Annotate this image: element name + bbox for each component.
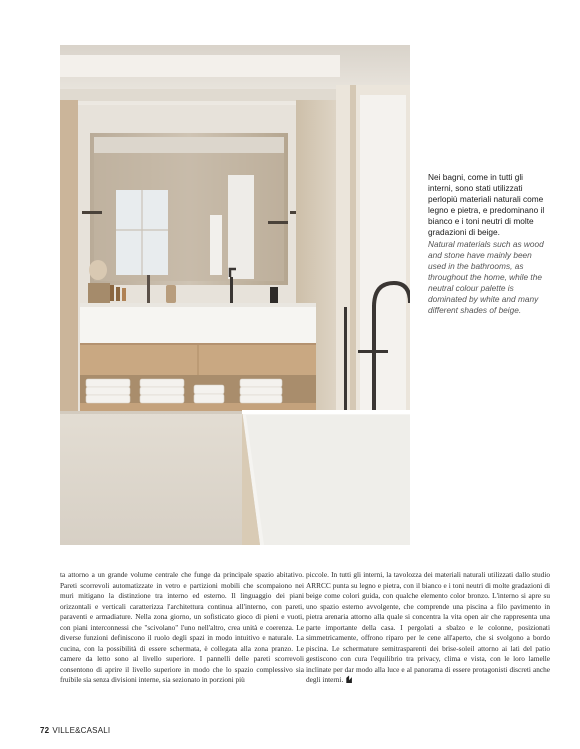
magazine-name: VILLE&CASALI xyxy=(52,726,111,735)
bathroom-photo xyxy=(60,45,410,545)
page-number: 72 xyxy=(40,726,50,735)
body-column-right xyxy=(306,570,550,686)
caption-italian: Nei bagni, come in tutti gli interni, sono stati utilizzati perlopiù materiali naturali come legno e pietra, e predominano il bianco e i toni neutri di molte gradazioni di beige. xyxy=(428,172,545,238)
body-column-left xyxy=(60,570,304,686)
end-of-article-icon xyxy=(346,675,354,683)
photo-caption xyxy=(428,172,546,316)
body-text-left: ta attorno a un grande volume centrale che funge da principale spazio abitativo. Pareti scorrevoli automatizzate in vetro e partizioni mobili che scompaiono nei muri mitigano la distinzione tra interno ed esterno. Il linguaggio dei piani orizzontali e verticali caratterizza l'architettura continua all'interno, con pareti, paraventi e armadiature. Nella zona giorno, un sofisticato gioco di pieni e vuoti, con piani interconnessi che "scivolano" l'uno nell'altro, crea unità e coerenza. Le diverse funzioni definiscono il ruolo degli spazi in modo intuitivo e naturale. La cucina, con la possibilità di essere schermata, è collegata alla zona pranzo. Le camere da letto sono al livello superiore. I pannelli delle pareti scorrevoli consentono di aprire il livello superiore in modo che lo spazio complessivo sia fruibile sia senza divisioni interne, sia sezionato in porzioni più xyxy=(60,570,304,685)
page-footer xyxy=(40,726,110,735)
caption-english: Natural materials such as wood and stone have mainly been used in the bathrooms, as throughout the home, while the neutral colour palette is dominated by white and many different shades of beige. xyxy=(428,238,544,316)
body-text-right: piccole. In tutti gli interni, la tavolozza dei materiali naturali utilizzati dallo studio ARRCC punta su legno e pietra, con il bianco e i toni neutri di molte gradazioni di beige come colori guida, con qualche elemento color bronzo. L'interno si apre su uno spazio esterno avvolgente, che comprende una piscina a filo pavimento in pietra arenaria attorno alla quale si concentra la vita open air che rappresenta una parte importante della casa. I pergolati a sbalzo e le colonne, posizionati simmetricamente, offrono riparo per le cene all'aperto, che si svolgono a bordo piscina. Le schermature semitrasparenti dei brise-soleil attorno ai lati del patio gestiscono con cura l'equilibrio tra privacy, clima e vista, con le loro lamelle inclinate per dar modo alla luce e al panorama di essere protagonisti discreti anche degli interni. xyxy=(306,570,550,685)
bathroom-illustration xyxy=(60,45,410,545)
